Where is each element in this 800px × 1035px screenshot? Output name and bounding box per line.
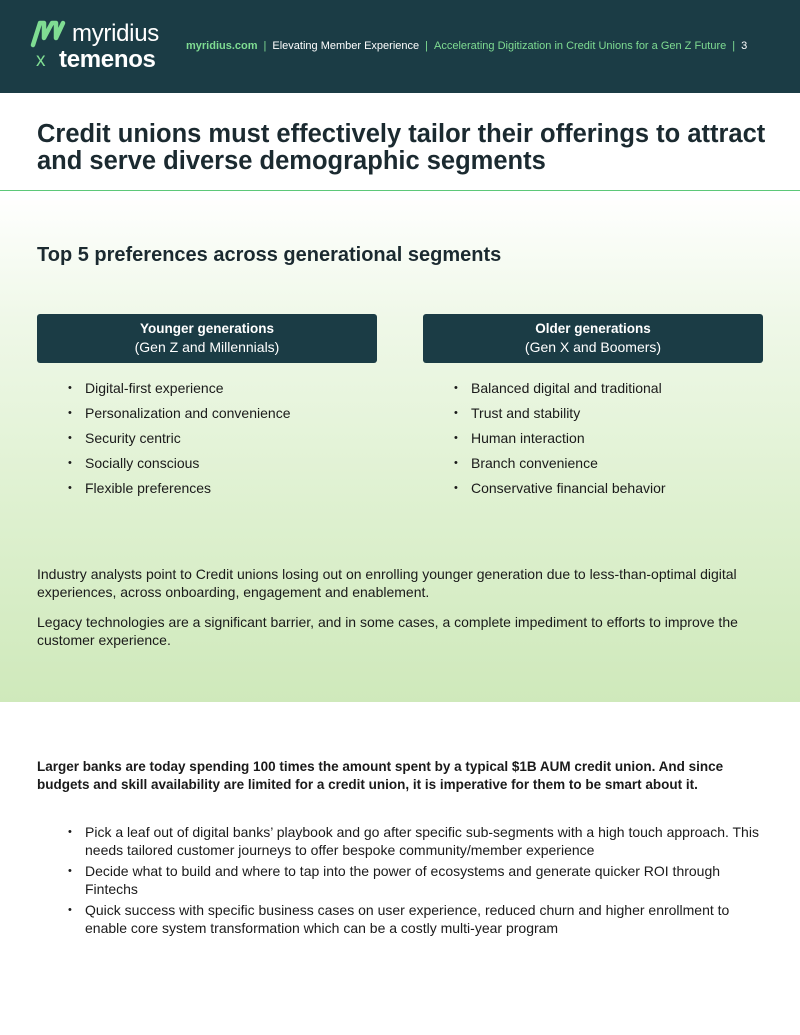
brand-logo[interactable] [30, 16, 170, 76]
preferences-heading: Top 5 preferences across generational segments [37, 244, 502, 266]
logo-myridius-text: myridius [72, 20, 159, 47]
logo-x-text: x [36, 50, 46, 71]
logo-temenos-text: temenos [59, 46, 156, 73]
list-item: • Decide what to build and where to tap into the power of ecosystems and generate quicker ROI through Fintechs [68, 862, 773, 898]
younger-preferences-list [68, 378, 290, 503]
myridius-logo-icon [30, 18, 68, 48]
list-item: • Socially conscious [68, 453, 290, 478]
breadcrumb [186, 40, 747, 52]
list-item: • Conservative financial behavior [454, 478, 666, 503]
breadcrumb-document: Accelerating Digitization in Credit Unions for a Gen Z Future [434, 40, 727, 52]
younger-generations-header [37, 314, 377, 363]
older-generations-title: Older generations [535, 321, 651, 336]
older-preferences-list [454, 378, 666, 503]
recommendations-list [68, 823, 773, 940]
list-item: • Digital-first experience [68, 378, 290, 403]
list-item: • Human interaction [454, 428, 666, 453]
breadcrumb-separator: | [425, 40, 428, 52]
page-number: 3 [741, 40, 748, 52]
list-item: • Balanced digital and traditional [454, 378, 666, 403]
list-item: • Quick success with specific business cases on user experience, reduced churn and higher enrollment to enable core system transformation which can be a costly multi-year program [68, 901, 773, 937]
breadcrumb-site-link[interactable]: myridius.com [186, 40, 258, 52]
list-item: • Branch convenience [454, 453, 666, 478]
list-item: • Flexible preferences [68, 478, 290, 503]
breadcrumb-separator: | [263, 40, 267, 52]
younger-generations-subtitle: (Gen Z and Millennials) [134, 339, 280, 355]
breadcrumb-section: Elevating Member Experience [272, 40, 420, 52]
breadcrumb-separator: | [732, 40, 736, 52]
list-item: • Trust and stability [454, 403, 666, 428]
older-generations-subtitle: (Gen X and Boomers) [524, 339, 662, 355]
list-item: • Personalization and convenience [68, 403, 290, 428]
legacy-paragraph: Legacy technologies are a significant barrier, and in some cases, a complete impediment to efforts to improve the customer experience. [37, 614, 738, 648]
list-item: • Pick a leaf out of digital banks’ playbook and go after specific sub-segments with a high touch approach. This needs tailored customer journeys to offer bespoke community/member experience [68, 823, 773, 859]
page-title: Credit unions must effectively tailor their offerings to attract and serve diverse demographic segments [37, 120, 766, 175]
list-item: • Security centric [68, 428, 290, 453]
analyst-paragraph: Industry analysts point to Credit unions losing out on enrolling younger generation due to less-than-optimal digital experiences, across onboarding, engagement and enablement. [37, 566, 737, 600]
spending-highlight: Larger banks are today spending 100 times the amount spent by a typical $1B AUM credit union. And since budgets and skill availability are limited for a credit union, it is imperative for them to be smart about it. [37, 759, 724, 792]
title-divider [0, 190, 800, 191]
younger-generations-title: Younger generations [139, 321, 275, 336]
older-generations-header [423, 314, 763, 363]
page-header [0, 0, 800, 93]
